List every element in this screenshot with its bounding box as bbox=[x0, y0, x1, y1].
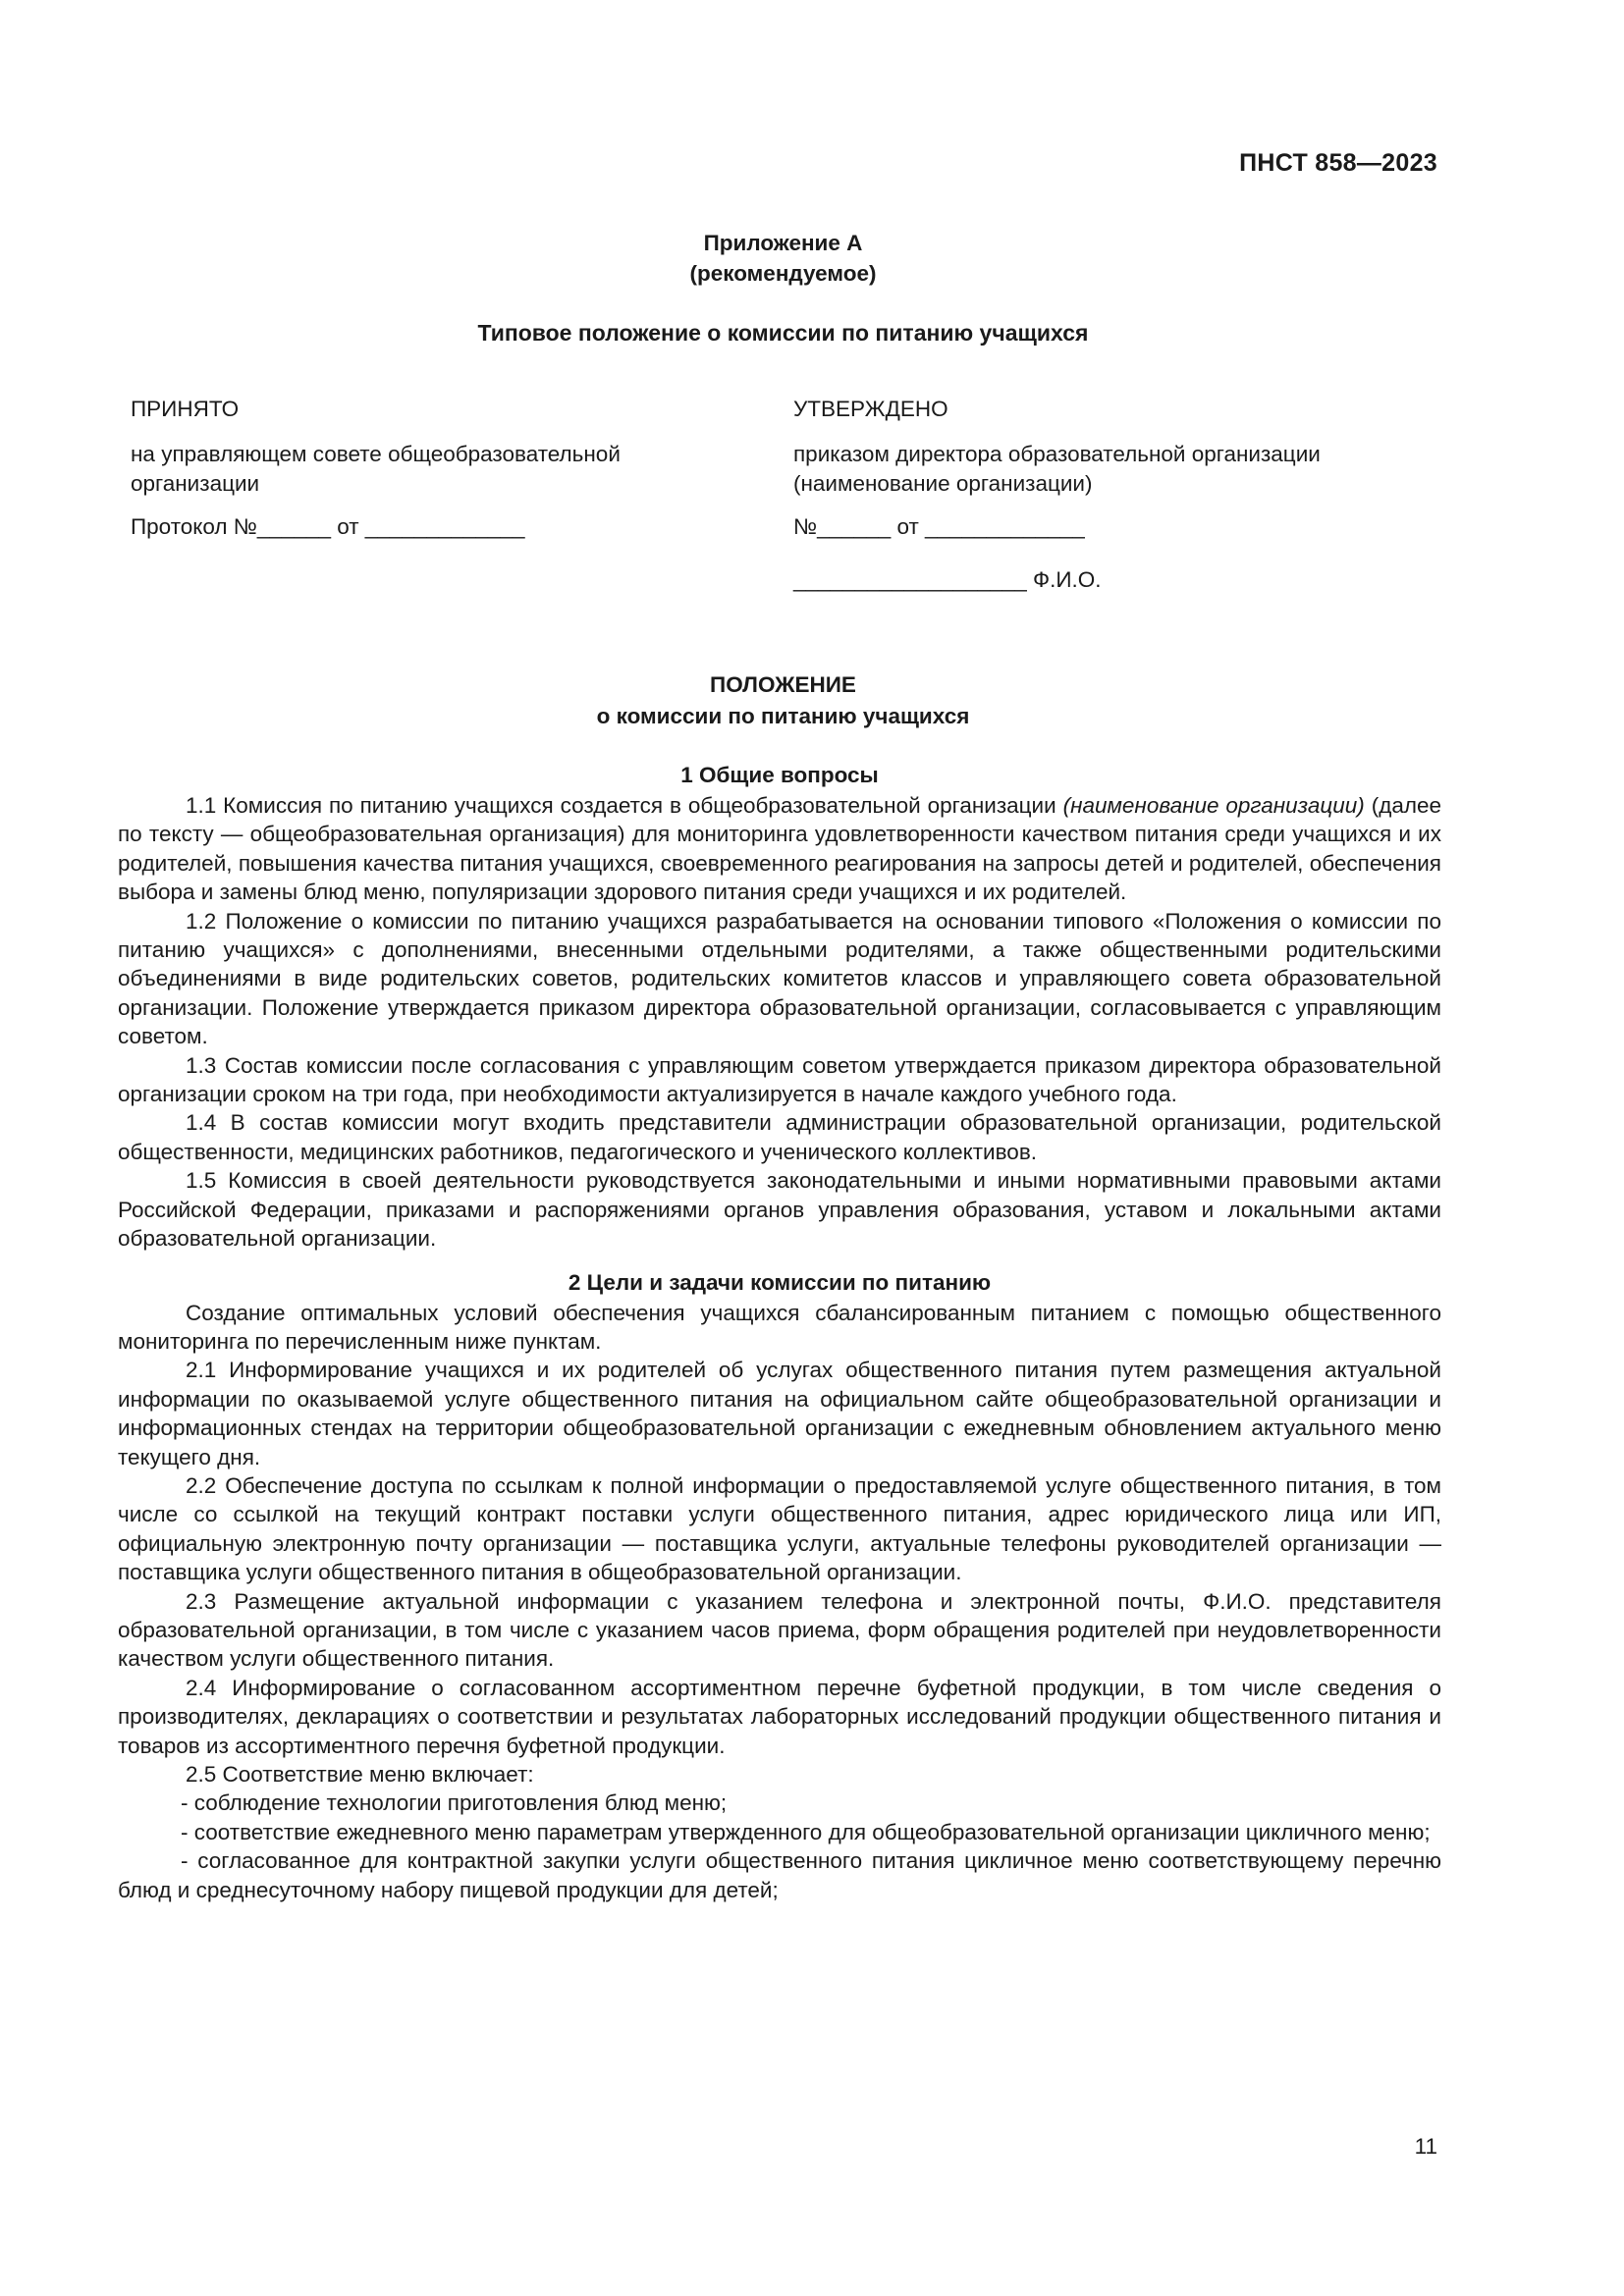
annex-label: Приложение А bbox=[703, 231, 863, 255]
paragraph-2-intro: Создание оптимальных условий обеспечения учащихся сбалансированным питанием с помощью общественного мониторинга по перечисленным ниже пунктам. bbox=[118, 1300, 1441, 1354]
annex-status: (рекомендуемое) bbox=[689, 261, 877, 286]
paragraph-1-1 bbox=[118, 791, 1441, 907]
paragraph-1-2: 1.2 Положение о комиссии по питанию учащихся разрабатывается на основании типового «Положения о комиссии по питанию учащихся» с дополнениями, внесенными отдельными родителями, а также общественными родительскими объединениями в виде родительских советов, родительских комитетов классов и управляющего совета образовательной организации. Положение утверждается приказом директора образовательной организации, согласовывается с управляющим советом. bbox=[118, 908, 1441, 1049]
annex-title: Типовое положение о комиссии по питанию учащихся bbox=[477, 320, 1089, 346]
document-number: ПНСТ 858—2023 bbox=[1239, 149, 1437, 177]
section-2-heading: 2 Цели и задачи комиссии по питанию bbox=[568, 1269, 992, 1295]
paragraph-1-1-italic: (наименование организации) bbox=[1062, 793, 1365, 818]
page-number: 11 bbox=[1414, 2134, 1437, 2159]
section-1-heading: 1 Общие вопросы bbox=[680, 763, 879, 787]
paragraph-2-3: 2.3 Размещение актуальной информации с указанием телефона и электронной почты, Ф.И.О. представителя образовательной организации, в том числе с указанием часов приема, форм обращения родителей при неудовлетворенности качеством услуги общественного питания. bbox=[118, 1588, 1441, 1672]
approved-text-line-2: (наименование организации) bbox=[793, 471, 1093, 496]
regulation-subheading: о комиссии по питанию учащихся bbox=[596, 704, 970, 728]
list-item: - соблюдение технологии приготовления блюд меню; bbox=[181, 1790, 728, 1816]
paragraph-1-4: 1.4 В состав комиссии могут входить представители администрации образовательной организации, родительской общественности, медицинских работников, педагогического и ученического коллективов. bbox=[118, 1110, 1441, 1164]
accepted-text: на управляющем совете общеобразовательной организации bbox=[131, 442, 621, 496]
regulation-title bbox=[0, 669, 1566, 732]
paragraph-2-1: 2.1 Информирование учащихся и их родителей об услугах общественного питания путем размещения актуальной информации по оказываемой услуге общественного питания на официальном сайте общеобразовательной организации и информационных стендах на территории общеобразовательной организации с ежедневным обновлением актуального меню текущего дня. bbox=[118, 1358, 1441, 1469]
accepted-heading: ПРИНЯТО bbox=[131, 397, 240, 421]
annex-header bbox=[0, 228, 1566, 289]
paragraph-2-4: 2.4 Информирование о согласованном ассортиментном перечне буфетной продукции, в том числе сведения о производителях, декларациях о соответствии и результатах лабораторных исследований продукции общественного питания и товаров из ассортиментного перечня буфетной продукции. bbox=[118, 1675, 1441, 1758]
approval-approved-block bbox=[793, 395, 1422, 618]
paragraph-2-2: 2.2 Обеспечение доступа по ссылкам к полной информации о предоставляемой услуге общественного питания, в том числе со ссылкой на текущий контракт поставки услуги общественного питания, адрес юридического лица или ИП, официальную электронную почту организации — поставщика услуги, актуальные телефоны руководителей организации — поставщика услуги общественного питания в общеобразовательной организации. bbox=[118, 1472, 1441, 1585]
approved-text-line-1: приказом директора образовательной организации bbox=[793, 442, 1321, 466]
approved-heading: УТВЕРЖДЕНО bbox=[793, 397, 948, 421]
paragraph-2-5: 2.5 Соответствие меню включает: bbox=[186, 1762, 534, 1787]
list-item: - соответствие ежедневного меню параметрам утвержденного для общеобразовательной организации цикличного меню; bbox=[181, 1819, 1431, 1844]
approved-text bbox=[793, 440, 1422, 499]
list-item: - согласованное для контрактной закупки услуги общественного питания цикличное меню соответствующему перечню блюд и среднесуточному набору пищевой продукции для детей; bbox=[118, 1848, 1441, 1902]
paragraph-1-5: 1.5 Комиссия в своей деятельности руководствуется законодательными и иными нормативными правовыми актами Российской Федерации, приказами и распоряжениями органов управления образования, уставом и локальными актами образовательной организации. bbox=[118, 1168, 1441, 1252]
approval-accepted-block bbox=[131, 395, 720, 565]
accepted-protocol-line: Протокол №______ от _____________ bbox=[131, 514, 525, 539]
regulation-heading: ПОЛОЖЕНИЕ bbox=[710, 672, 856, 697]
paragraph-1-1-part-b: (далее по тексту — общеобразовательная организация) для мониторинга удовлетворенности качеством питания среди учащихся и их родителей, повышения качества питания учащихся, своевременного реагирования на запросы детей и родителей, обеспечения выбора и замены блюд меню, популяризации здорового питания среди учащихся и их родителей. bbox=[118, 793, 1441, 905]
document-body bbox=[118, 760, 1441, 1904]
paragraph-1-3: 1.3 Состав комиссии после согласования с управляющим советом утверждается приказом директора образовательной организации сроком на три года, при необходимости актуализируется в начале каждого учебного года. bbox=[118, 1052, 1441, 1107]
approved-signature-line: ___________________ Ф.И.О. bbox=[793, 567, 1102, 592]
approved-number-line: №______ от _____________ bbox=[793, 514, 1085, 539]
paragraph-1-1-part-a: 1.1 Комиссия по питанию учащихся создается в общеобразовательной организации bbox=[186, 793, 1063, 818]
